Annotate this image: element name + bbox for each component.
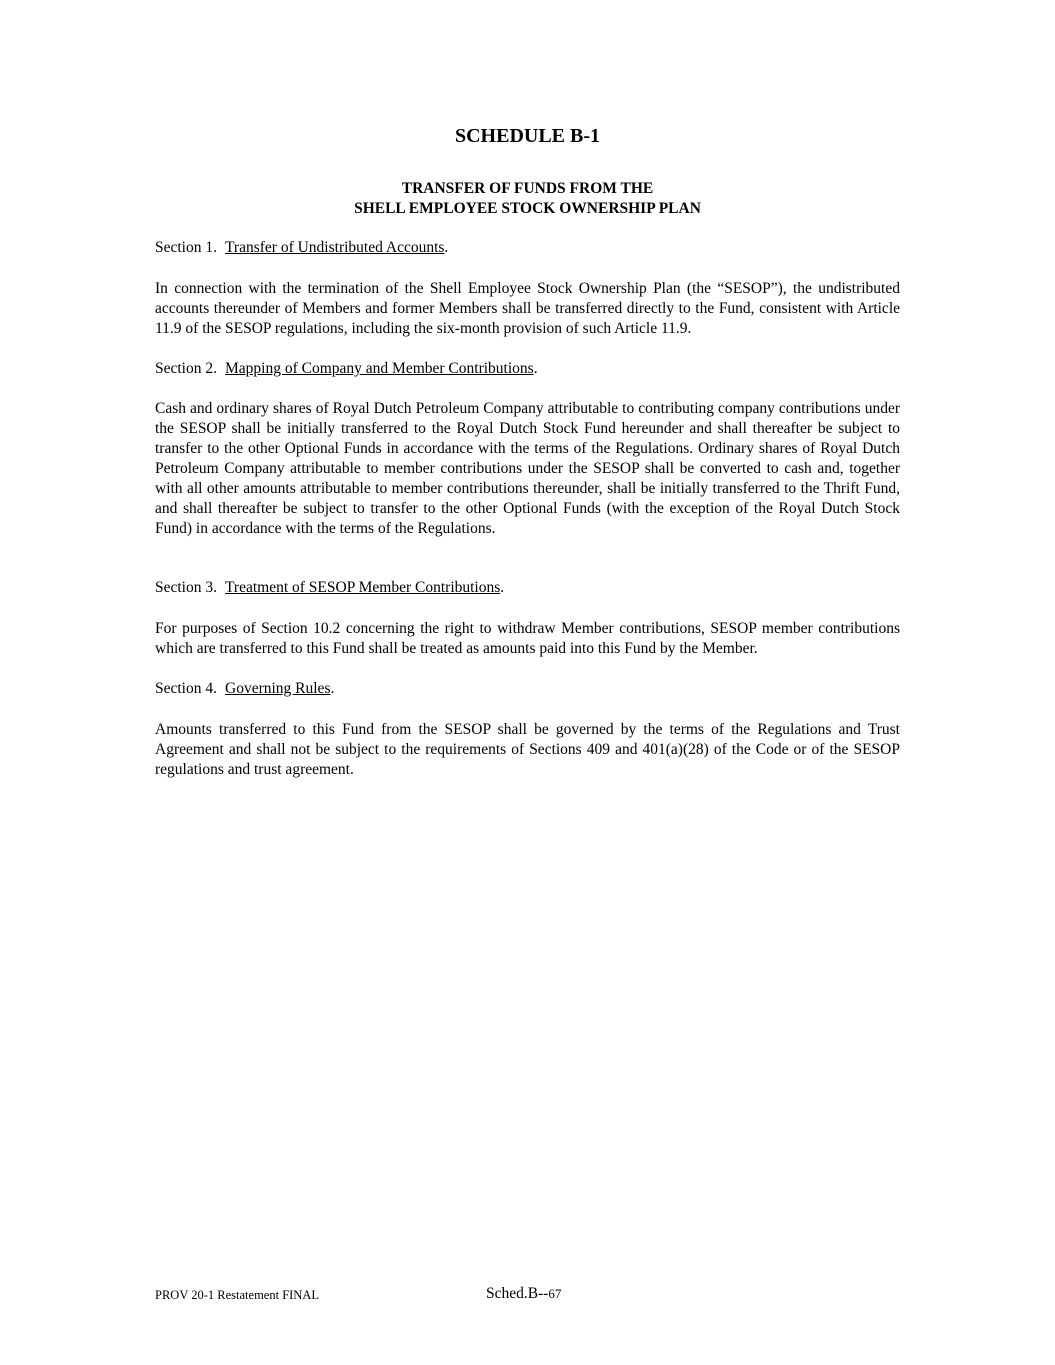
section-2-body: Cash and ordinary shares of Royal Dutch Petroleum Company attributable to contributing company contributions under the SESOP shall be initially transferred to the Royal Dutch Stock Fund hereunder and shall thereafter be subject to transfer to the other Optional Funds in accordance with the terms of the Regulations. Ordinary shares of Royal Dutch Petroleum Company attributable to member contributions under the SESOP shall be converted to cash and, together with all other amounts attributable to member contributions thereunder, shall be initially transferred to the Thrift Fund, and shall thereafter be subject to transfer to the other Optional Funds (with the exception of the Royal Dutch Stock Fund) in accordance with the terms of the Regulations.	[155, 400, 900, 537]
subtitle-line-1: TRANSFER OF FUNDS FROM THE	[401, 180, 654, 197]
section-number: Section 4.	[155, 680, 217, 697]
section-number: Section 3.	[155, 579, 217, 596]
section-title: Transfer of Undistributed Accounts	[225, 239, 445, 256]
section-3-heading: Section 3. Treatment of SESOP Member Contributions.	[155, 579, 505, 596]
section-2-heading: Section 2. Mapping of Company and Member Contributions.	[155, 360, 538, 377]
section-title: Governing Rules	[225, 680, 331, 697]
section-title: Mapping of Company and Member Contributions	[225, 360, 534, 377]
document-subtitle	[155, 179, 900, 219]
section-title: Treatment of SESOP Member Contributions	[225, 579, 501, 596]
section-3-body: For purposes of Section 10.2 concerning the right to withdraw Member contributions, SESOP member contributions which are transferred to this Fund shall be treated as amounts paid into this Fund by the Member.	[155, 620, 900, 657]
page-number: 67	[548, 1286, 562, 1301]
document-title: SCHEDULE B-1	[454, 125, 601, 147]
section-4-heading: Section 4. Governing Rules.	[155, 680, 335, 697]
section-1-heading: Section 1. Transfer of Undistributed Accounts.	[155, 239, 449, 256]
footer-page-number	[486, 1284, 561, 1304]
footer-document-id: PROV 20-1 Restatement FINAL	[155, 1288, 319, 1302]
section-4-body: Amounts transferred to this Fund from the SESOP shall be governed by the terms of the Regulations and Trust Agreement and shall not be subject to the requirements of Sections 409 and 401(a)(28) of the Code or of the SESOP regulations and trust agreement.	[155, 721, 900, 778]
section-number: Section 2.	[155, 360, 217, 377]
section-number: Section 1.	[155, 239, 217, 256]
section-1-body: In connection with the termination of the Shell Employee Stock Ownership Plan (the “SESOP”), the undistributed accounts thereunder of Members and former Members shall be transferred directly to the Fund, consistent with Article 11.9 of the SESOP regulations, including the six-month provision of such Article 11.9.	[155, 280, 900, 337]
subtitle-line-2: SHELL EMPLOYEE STOCK OWNERSHIP PLAN	[354, 200, 701, 217]
page-label: Sched.B--	[486, 1285, 549, 1302]
